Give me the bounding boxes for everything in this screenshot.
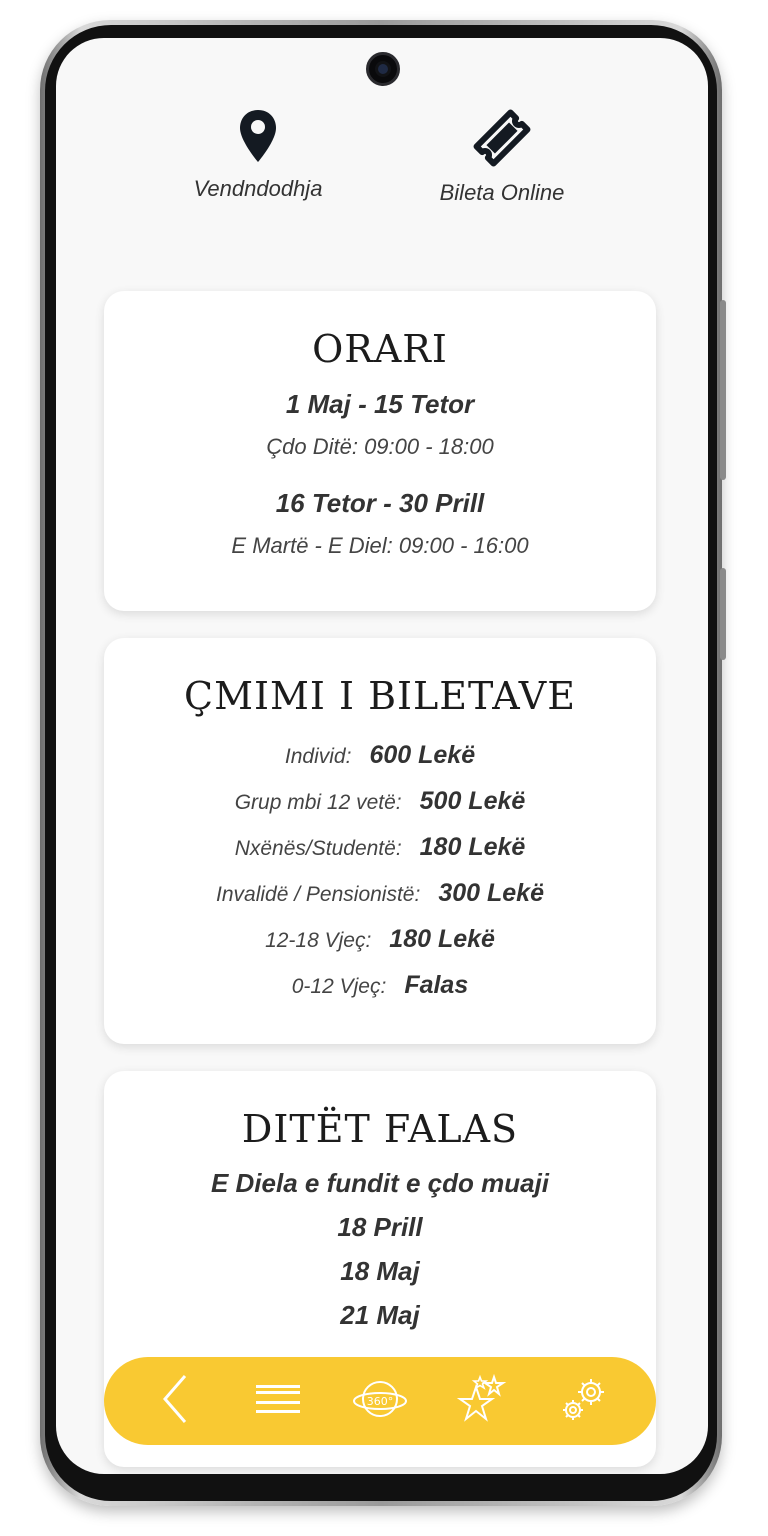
online-tickets-link[interactable] <box>402 108 602 206</box>
location-link[interactable] <box>158 108 358 202</box>
opening-hours-card <box>104 291 656 611</box>
price-row <box>104 916 656 962</box>
price-value: 180 Lekë <box>419 833 526 861</box>
menu-icon <box>254 1379 302 1423</box>
price-value: 500 Lekë <box>419 787 526 815</box>
price-label: Nxënës/Studentë: <box>234 837 402 860</box>
price-row <box>104 732 656 778</box>
price-label: Invalidë / Pensionistë: <box>216 883 421 906</box>
ticket-icon <box>402 108 602 168</box>
back-button[interactable] <box>143 1369 207 1433</box>
period-winter-hours: E Martë - E Diel: 09:00 - 16:00 <box>231 533 529 558</box>
360-view-button[interactable] <box>348 1369 412 1433</box>
stars-icon <box>456 1373 508 1429</box>
menu-button[interactable] <box>246 1369 310 1433</box>
ticket-prices-card <box>104 638 656 1044</box>
power-button <box>720 568 726 660</box>
period-summer-hours: Çdo Ditë: 09:00 - 18:00 <box>266 434 494 459</box>
price-value: 300 Lekë <box>438 879 544 907</box>
volume-button <box>720 300 726 480</box>
price-value: 600 Lekë <box>369 741 476 769</box>
prices-title: ÇMIMI I BILETAVE <box>184 674 576 718</box>
price-row <box>104 778 656 824</box>
price-row <box>104 824 656 870</box>
back-chevron-icon <box>157 1372 193 1430</box>
free-day-item: 18 Maj <box>340 1256 420 1286</box>
settings-button[interactable] <box>553 1369 617 1433</box>
free-day-item: 18 Prill <box>337 1212 423 1242</box>
price-row <box>104 962 656 1008</box>
period-summer: 1 Maj - 15 Tetor <box>285 389 475 419</box>
tickets-label: Bileta Online <box>439 180 565 205</box>
price-value: 180 Lekë <box>389 925 495 953</box>
free-days-title: DITËT FALAS <box>241 1107 519 1151</box>
free-day-item: 21 Maj <box>340 1300 420 1330</box>
period-winter: 16 Tetor - 30 Prill <box>275 488 485 518</box>
gears-icon <box>557 1374 613 1428</box>
price-value: Falas <box>404 971 469 999</box>
price-label: Individ: <box>284 745 352 768</box>
360-badge-text: 360° <box>366 1395 394 1408</box>
price-label: 0-12 Vjeç: <box>291 975 387 998</box>
favorites-button[interactable] <box>450 1369 514 1433</box>
free-day-item: E Diela e fundit e çdo muaji <box>210 1168 550 1198</box>
front-camera <box>366 52 400 86</box>
price-label: Grup mbi 12 vetë: <box>234 791 402 814</box>
app-screen <box>56 38 708 1474</box>
price-label: 12-18 Vjeç: <box>265 929 372 952</box>
bottom-nav-bar <box>104 1357 656 1445</box>
price-row <box>104 870 656 916</box>
hours-title: ORARI <box>312 327 448 371</box>
360-view-icon <box>352 1375 408 1427</box>
location-label: Vendndodhja <box>193 176 323 201</box>
map-pin-icon <box>158 108 358 164</box>
